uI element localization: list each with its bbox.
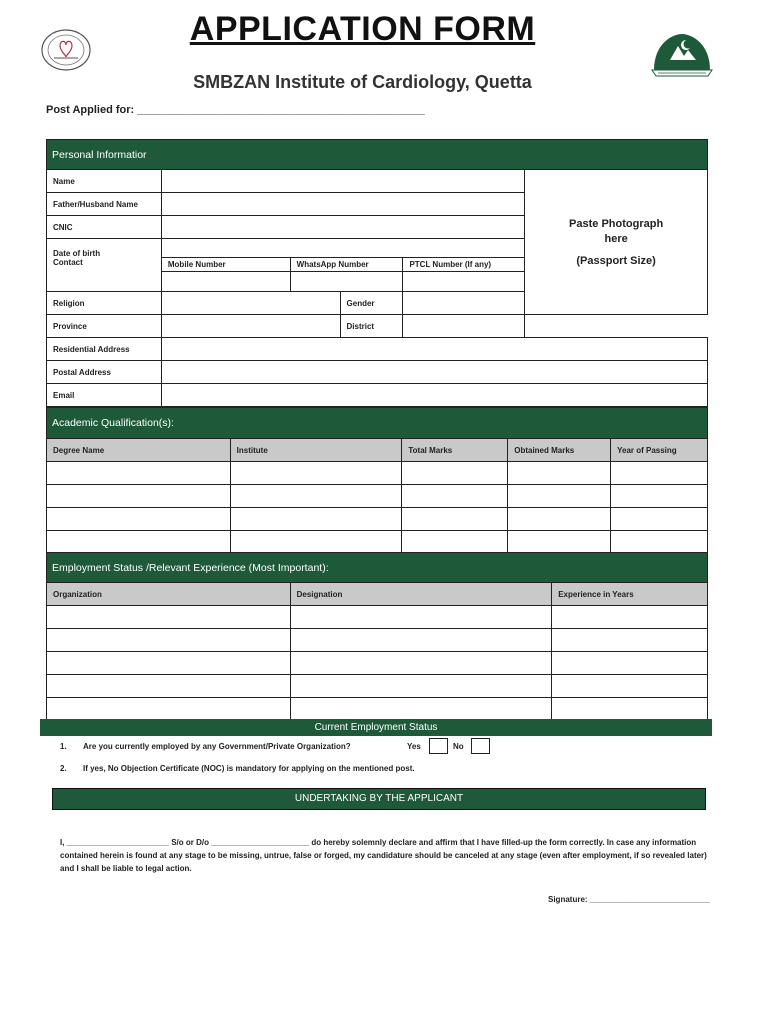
table-cell[interactable]: [552, 652, 708, 675]
photo-box[interactable]: [525, 170, 708, 315]
designation-header: Designation: [290, 583, 552, 606]
total-marks-header: Total Marks: [402, 439, 508, 462]
table-cell[interactable]: [552, 629, 708, 652]
table-cell[interactable]: [508, 508, 611, 531]
table-row: [47, 629, 708, 652]
table-row: [47, 675, 708, 698]
email-label: Email: [47, 384, 162, 407]
mobile-number-label: Mobile Number: [161, 258, 290, 272]
table-cell[interactable]: [508, 462, 611, 485]
whatsapp-number-field[interactable]: [290, 272, 403, 292]
gender-label: Gender: [340, 292, 403, 315]
residential-address-field[interactable]: [161, 338, 707, 361]
obtained-marks-header: Obtained Marks: [508, 439, 611, 462]
question-2-number: 2.: [60, 764, 67, 773]
no-label: No: [453, 742, 464, 751]
experience-header: Experience in Years: [552, 583, 708, 606]
table-cell[interactable]: [47, 462, 231, 485]
name-field[interactable]: [161, 170, 524, 193]
no-checkbox[interactable]: [471, 738, 490, 754]
undertaking-text: I, _______________________ S/o or D/o ______________________ do hereby solemnly declare and affirm that I have filled-up the form correctly. In case any information contained herein is found at any stage to be missing, untrue, false or forged, my candidature should be canceled at any stage (even after employment, if so revealed later) and I shall be liable to legal action.: [60, 838, 707, 873]
district-field[interactable]: [403, 315, 525, 338]
whatsapp-number-label: WhatsApp Number: [290, 258, 403, 272]
year-of-passing-header: Year of Passing: [611, 439, 708, 462]
table-cell[interactable]: [611, 485, 708, 508]
current-employment-status-heading: Current Employment Status: [40, 719, 712, 736]
signature-field[interactable]: Signature: ___________________________: [548, 895, 710, 904]
province-label: Province: [47, 315, 162, 338]
table-cell[interactable]: [402, 462, 508, 485]
table-cell[interactable]: [230, 485, 402, 508]
table-row: [47, 531, 708, 554]
email-field[interactable]: [161, 384, 707, 407]
table-cell[interactable]: [611, 462, 708, 485]
table-cell[interactable]: [47, 508, 231, 531]
yes-label: Yes: [407, 742, 421, 751]
table-row: [47, 508, 708, 531]
table-cell[interactable]: [290, 629, 552, 652]
table-cell[interactable]: [47, 629, 291, 652]
father-husband-name-field[interactable]: [161, 193, 524, 216]
photo-label-3: (Passport Size): [576, 254, 656, 267]
table-cell[interactable]: [611, 508, 708, 531]
organization-header: Organization: [47, 583, 291, 606]
academic-heading: Academic Qualification(s):: [47, 408, 708, 439]
table-cell[interactable]: [508, 531, 611, 554]
table-cell[interactable]: [290, 698, 552, 720]
ptcl-number-label: PTCL Number (If any): [403, 258, 525, 272]
postal-address-field[interactable]: [161, 361, 707, 384]
question-1-text: Are you currently employed by any Government/Private Organization?: [83, 742, 351, 751]
photo-label-1: Paste Photograph: [569, 217, 664, 230]
undertaking-heading: UNDERTAKING BY THE APPLICANT: [52, 788, 706, 810]
table-row: [47, 462, 708, 485]
form-title: APPLICATION FORM: [189, 10, 536, 48]
ptcl-number-field[interactable]: [403, 272, 525, 292]
table-cell[interactable]: [47, 652, 291, 675]
table-cell[interactable]: [230, 508, 402, 531]
cnic-field[interactable]: [161, 216, 524, 239]
date-of-birth-label: Date of birth: [47, 239, 162, 258]
table-cell[interactable]: [47, 675, 291, 698]
district-label: District: [340, 315, 403, 338]
question-1-number: 1.: [60, 742, 67, 751]
table-cell[interactable]: [611, 531, 708, 554]
father-husband-name-label: Father/Husband Name: [47, 193, 162, 216]
yes-checkbox[interactable]: [429, 738, 448, 754]
table-cell[interactable]: [402, 508, 508, 531]
table-cell[interactable]: [552, 698, 708, 720]
name-label: Name: [47, 170, 162, 193]
table-cell[interactable]: [47, 606, 291, 629]
contact-label: Contact: [47, 258, 162, 292]
table-cell[interactable]: [230, 531, 402, 554]
employment-table: [46, 552, 708, 720]
academic-qualification-table: [46, 407, 708, 554]
table-cell[interactable]: [47, 485, 231, 508]
table-cell[interactable]: [290, 675, 552, 698]
residential-address-label: Residential Address: [47, 338, 162, 361]
table-row: [47, 485, 708, 508]
table-cell[interactable]: [552, 606, 708, 629]
table-row: [47, 606, 708, 629]
institute-name: SMBZAN Institute of Cardiology, Quetta: [193, 72, 532, 92]
table-cell[interactable]: [290, 606, 552, 629]
table-cell[interactable]: [47, 698, 291, 720]
question-2-text: If yes, No Objection Certificate (NOC) is mandatory for applying on the mentioned post.: [83, 764, 415, 773]
table-row: [47, 698, 708, 720]
postal-address-label: Postal Address: [47, 361, 162, 384]
degree-name-header: Degree Name: [47, 439, 231, 462]
religion-field[interactable]: [161, 292, 340, 315]
mobile-number-field[interactable]: [161, 272, 290, 292]
gender-field[interactable]: [403, 292, 525, 315]
institute-header: Institute: [230, 439, 402, 462]
table-row: [47, 652, 708, 675]
cnic-label: CNIC: [47, 216, 162, 239]
personal-information-table: [46, 139, 708, 407]
date-of-birth-field[interactable]: [161, 239, 524, 258]
table-cell[interactable]: [508, 485, 611, 508]
table-cell[interactable]: [402, 531, 508, 554]
table-cell[interactable]: [552, 675, 708, 698]
photo-label-2: here: [604, 232, 628, 245]
table-cell[interactable]: [230, 462, 402, 485]
personal-information-heading: Personal Informatior: [47, 140, 708, 170]
table-cell[interactable]: [47, 531, 231, 554]
table-cell[interactable]: [402, 485, 508, 508]
province-field[interactable]: [161, 315, 340, 338]
post-applied-for[interactable]: Post Applied for: _______________________________________________: [46, 104, 425, 116]
table-cell[interactable]: [290, 652, 552, 675]
religion-label: Religion: [47, 292, 162, 315]
employment-heading: Employment Status /Relevant Experience (Most Important):: [47, 553, 708, 583]
